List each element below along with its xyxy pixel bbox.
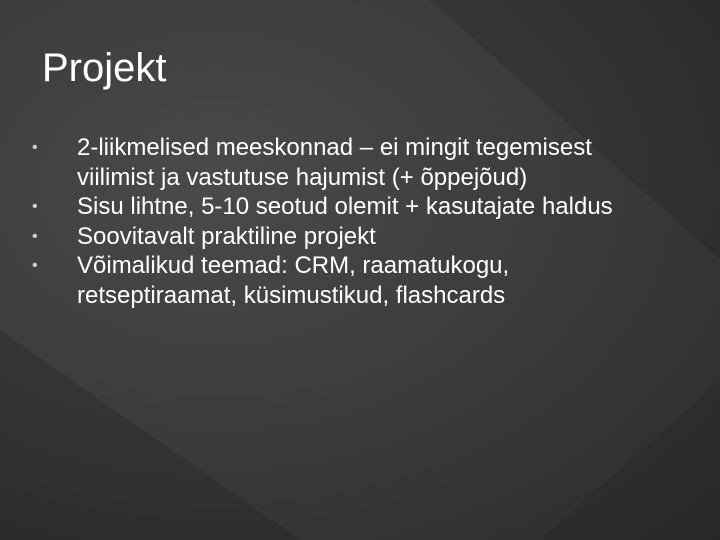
bullet-text: Sisu lihtne, 5-10 seotud olemit + kasutajate haldus: [77, 193, 613, 220]
bullet-dot-icon: •: [32, 198, 38, 215]
bullet-item: [0, 192, 637, 222]
bullet-item: [0, 222, 637, 252]
bullet-text: Soovitavalt praktiline projekt: [77, 222, 376, 250]
bullet-dot-icon: •: [32, 139, 38, 156]
bullet-text: Võimalikud teemad: CRM, raamatukogu, retseptiraamat, küsimustikud, flashcards: [77, 252, 510, 309]
bullet-dot-icon: •: [32, 257, 38, 274]
bullet-list: [0, 133, 720, 310]
bullet-dot-icon: •: [32, 227, 38, 245]
slide-title: Projekt: [42, 46, 167, 90]
bullet-text: 2-liikmelised meeskonnad – ei mingit tegemisest viilimist ja vastutuse hajumist (+ õppejõud): [77, 134, 592, 191]
bullet-item: [0, 251, 637, 310]
bullet-item: [0, 133, 637, 192]
